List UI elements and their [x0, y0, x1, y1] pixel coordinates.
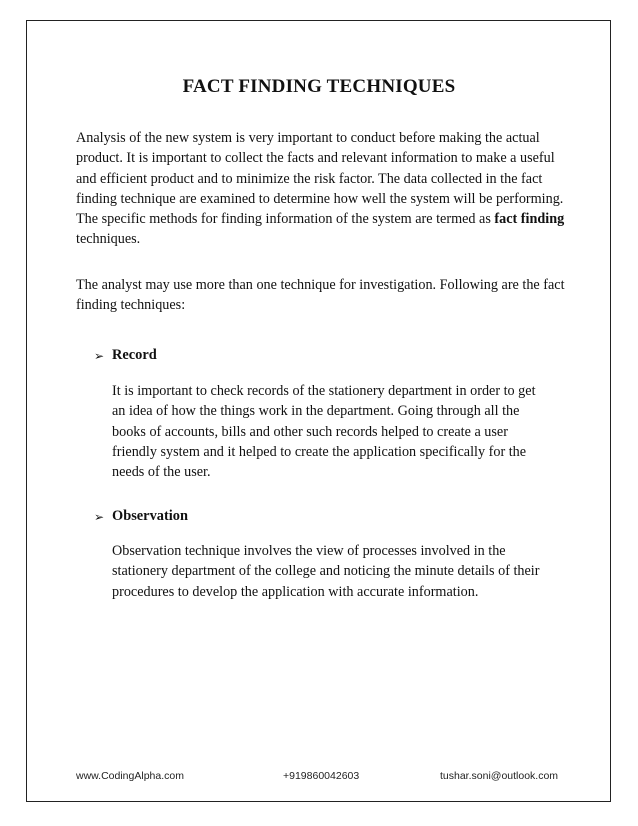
- intro-text-end: techniques.: [76, 231, 141, 248]
- intro-paragraph: [76, 128, 566, 250]
- document-title: FACT FINDING TECHNIQUES: [182, 76, 456, 97]
- techniques-paragraph: The analyst may use more than one technique for investigation. Following are the fact finding techniques:: [76, 277, 565, 314]
- arrowhead-bullet-icon: ➢: [94, 509, 105, 524]
- footer-email: tushar.soni@outlook.com: [440, 770, 559, 782]
- observation-heading: [94, 508, 188, 525]
- footer-website: www.CodingAlpha.com: [76, 770, 184, 782]
- record-body: It is important to check records of the stationery department in order to get an idea of how the things work in the department. Going through all the books of accounts, bills and other such records helped to create a user friendly system and it helped to create the application specifically for the needs of the user.: [112, 383, 536, 481]
- observation-body: Observation technique involves the view of processes involved in the stationery department of the college and noticing the minute details of their procedures to develop the application with accurate information.: [112, 543, 540, 600]
- record-heading: [94, 347, 157, 364]
- record-heading-label: Record: [112, 347, 157, 363]
- arrowhead-bullet-icon: ➢: [94, 348, 105, 363]
- footer-phone: +919860042603: [283, 770, 360, 782]
- observation-heading-label: Observation: [112, 508, 188, 524]
- intro-text: Analysis of the new system is very important to conduct before making the actual product. It is important to collect the facts and relevant information to make a useful and efficient product and to minimize the risk factor. The data collected in the fact finding technique are examined to determine how well the system will be performing. The specific methods for finding information of the system are termed as: [76, 130, 564, 228]
- fact-finding-bold-term: fact finding: [494, 211, 565, 228]
